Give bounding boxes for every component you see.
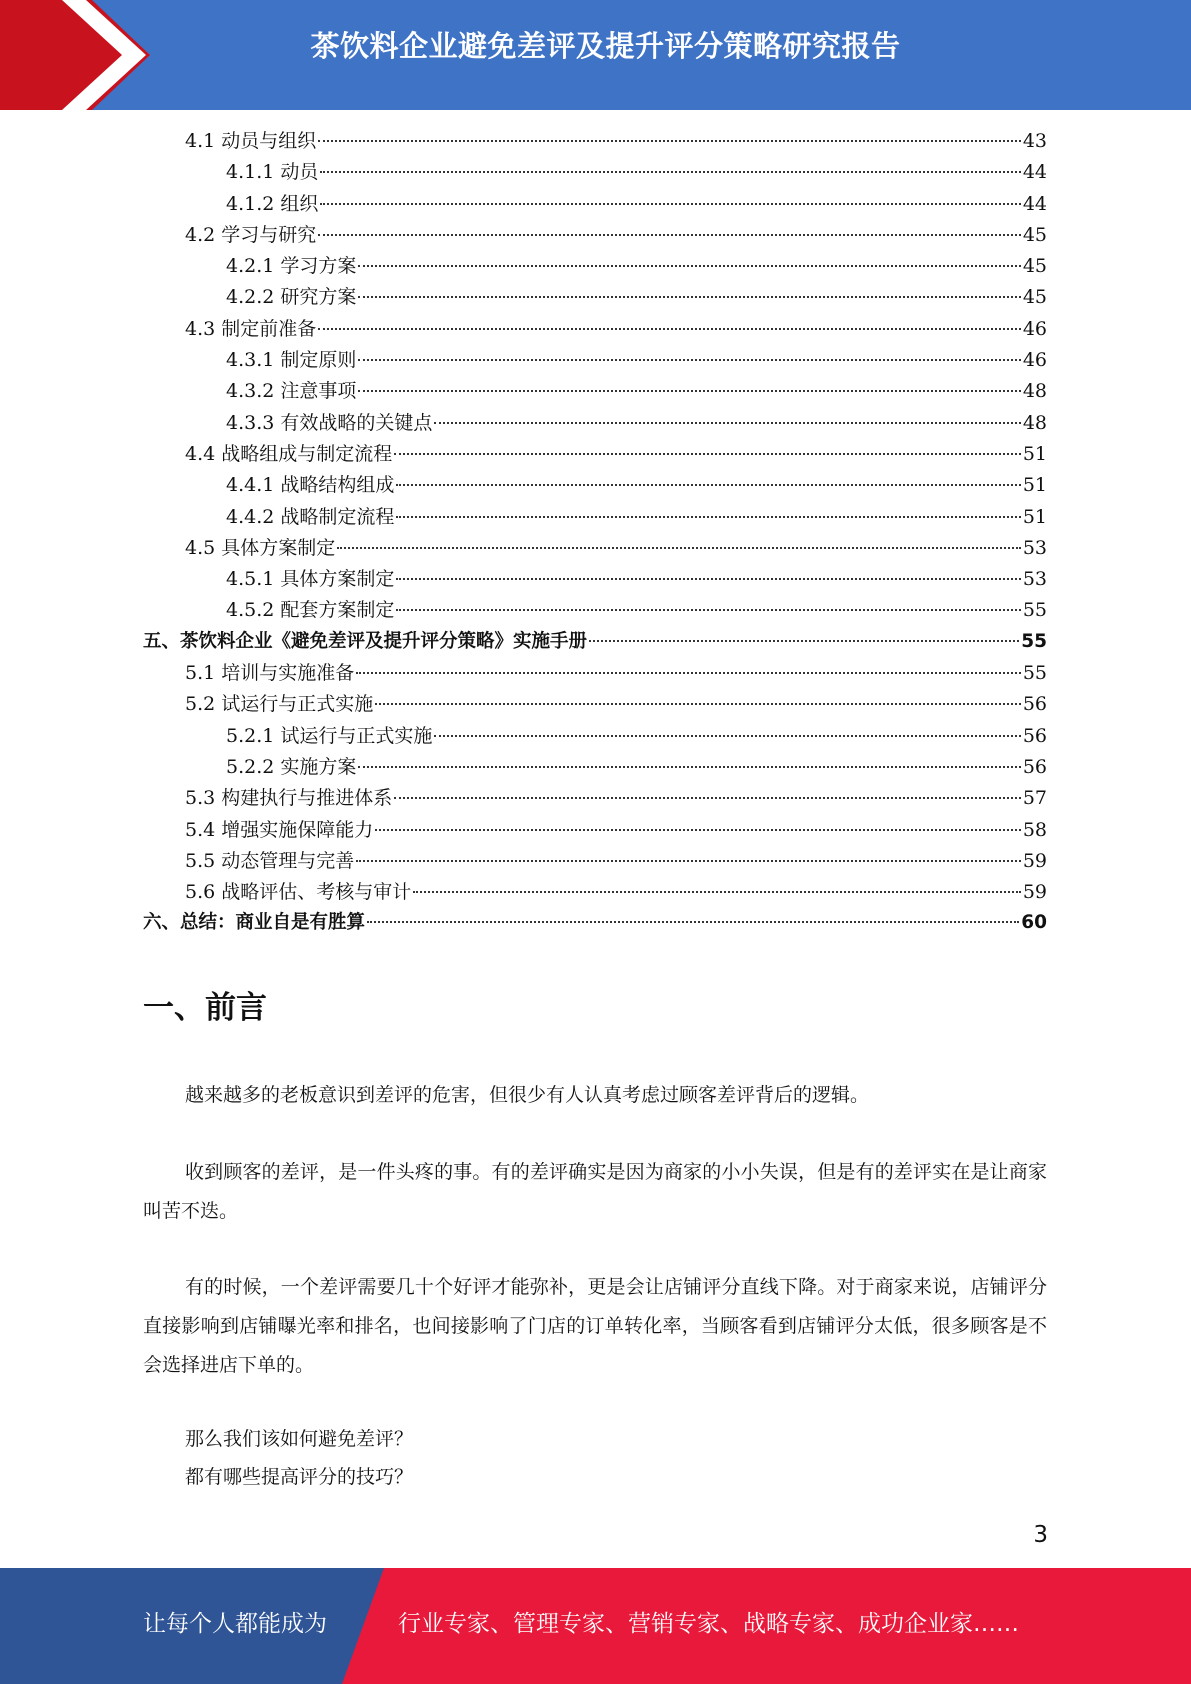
toc-entry-label: 4.3 制定前准备: [185, 317, 317, 340]
toc-entry[interactable]: [143, 564, 1047, 595]
toc-dot-leader: [434, 735, 1020, 737]
toc-entry-label: 4.1 动员与组织: [185, 130, 317, 152]
toc-entry-page-number: 55: [1022, 599, 1047, 622]
toc-entry-label: 4.5 具体方案制定: [185, 536, 336, 559]
paragraph-2: 收到顾客的差评，是一件头疼的事。有的差评确实是因为商家的小小失误，但是有的差评实在是让商家叫苦不迭。: [143, 1161, 1047, 1222]
question-2: 都有哪些提高评分的技巧？: [185, 1466, 414, 1488]
toc-dot-leader: [396, 484, 1020, 486]
toc-entry-label: 4.3.1 制定原则: [226, 349, 357, 372]
toc-entry-label: 4.1.2 组织: [226, 192, 319, 215]
toc-entry[interactable]: [143, 157, 1047, 188]
toc-dot-leader: [318, 140, 1021, 142]
toc-dot-leader: [434, 422, 1020, 424]
toc-entry-page-number: 45: [1022, 286, 1047, 309]
toc-entry[interactable]: [143, 251, 1047, 282]
toc-entry-page-number: 55: [1022, 662, 1047, 685]
toc-entry[interactable]: [143, 721, 1047, 752]
toc-dot-leader: [394, 797, 1021, 799]
toc-entry-label: 4.5.2 配套方案制定: [226, 599, 395, 622]
toc-entry[interactable]: [143, 752, 1047, 783]
toc-entry-page-number: 51: [1022, 442, 1047, 465]
toc-entry[interactable]: [143, 126, 1047, 157]
toc-entry-label: 4.4 战略组成与制定流程: [185, 442, 393, 465]
toc-dot-leader: [318, 328, 1021, 330]
toc-entry-page-number: 56: [1022, 724, 1047, 747]
toc-entry[interactable]: [143, 408, 1047, 439]
page-footer: [0, 1568, 1191, 1684]
page-number: 3: [1033, 1522, 1048, 1548]
toc-dot-leader: [358, 390, 1020, 392]
toc-dot-leader: [318, 234, 1021, 236]
toc-entry-label: 4.3.2 注意事项: [226, 380, 357, 403]
toc-entry-label: 5.1 培训与实施准备: [185, 662, 355, 685]
page-header: [0, 0, 1191, 110]
toc-entry-label: 4.4.2 战略制定流程: [226, 505, 395, 528]
toc-dot-leader: [358, 359, 1020, 361]
toc-entry-page-number: 45: [1022, 223, 1047, 246]
toc-dot-leader: [356, 860, 1021, 862]
toc-entry-page-number: 45: [1022, 255, 1047, 278]
toc-dot-leader: [375, 703, 1021, 705]
toc-entry[interactable]: [143, 189, 1047, 220]
toc-entry-label: 5.2.2 实施方案: [226, 755, 357, 778]
toc-entry[interactable]: [143, 908, 1047, 939]
toc-entry[interactable]: [143, 846, 1047, 877]
toc-entry-page-number: 46: [1022, 317, 1047, 340]
toc-dot-leader: [358, 265, 1020, 267]
toc-entry-page-number: 43: [1022, 130, 1047, 152]
toc-entry[interactable]: [143, 439, 1047, 470]
toc-dot-leader: [396, 516, 1020, 518]
toc-dot-leader: [375, 829, 1021, 831]
toc-entry[interactable]: [143, 345, 1047, 376]
toc-dot-leader: [320, 203, 1020, 205]
toc-dot-leader: [356, 672, 1021, 674]
toc-entry-page-number: 44: [1022, 192, 1047, 215]
toc-entry-label: 4.2 学习与研究: [185, 223, 317, 246]
toc-entry-label: 4.4.1 战略结构组成: [226, 474, 395, 497]
toc-entry-page-number: 48: [1022, 411, 1047, 434]
toc-dot-leader: [413, 891, 1021, 893]
toc-entry-label: 4.2.1 学习方案: [226, 255, 357, 278]
footer-slogan-right: 行业专家、管理专家、营销专家、战略专家、成功企业家……: [398, 1611, 1019, 1637]
toc-entry-label: 5.5 动态管理与完善: [185, 849, 355, 872]
toc-entry-label: 五、茶饮料企业《避免差评及提升评分策略》实施手册: [143, 630, 588, 652]
toc-dot-leader: [396, 578, 1020, 580]
toc-entry[interactable]: [143, 533, 1047, 564]
toc-entry[interactable]: [143, 502, 1047, 533]
toc-entry[interactable]: [143, 282, 1047, 313]
toc-entry-label: 5.6 战略评估、考核与审计: [185, 881, 412, 904]
toc-entry-page-number: 48: [1022, 380, 1047, 403]
toc-entry-label: 5.2 试运行与正式实施: [185, 693, 374, 716]
toc-entry[interactable]: [143, 783, 1047, 814]
section-heading: 一、前言: [143, 990, 267, 1026]
toc-dot-leader: [394, 453, 1021, 455]
toc-entry-page-number: 55: [1021, 630, 1047, 652]
toc-entry[interactable]: [143, 658, 1047, 689]
toc-entry[interactable]: [143, 815, 1047, 846]
footer-slogan-left: 让每个人都能成为: [143, 1611, 327, 1637]
toc-entry-page-number: 56: [1022, 755, 1047, 778]
toc-entry-page-number: 53: [1022, 568, 1047, 591]
toc-dot-leader: [589, 640, 1019, 642]
paragraph-3: 有的时候，一个差评需要几十个好评才能弥补，更是会让店铺评分直线下降。对于商家来说，店铺评分直接影响到店铺曝光率和排名，也间接影响了门店的订单转化率，当顾客看到店铺评分太低，很多顾客是不会选择进店下单的。: [143, 1276, 1047, 1376]
toc-dot-leader: [396, 609, 1020, 611]
toc-entry-label: 5.3 构建执行与推进体系: [185, 787, 393, 810]
toc-entry[interactable]: [143, 314, 1047, 345]
toc-entry[interactable]: [143, 627, 1047, 658]
toc-entry-label: 5.4 增强实施保障能力: [185, 818, 374, 841]
question-1: 那么我们该如何避免差评？: [185, 1428, 414, 1450]
toc-entry-page-number: 53: [1022, 536, 1047, 559]
toc-entry-label: 4.1.1 动员: [226, 161, 319, 184]
toc-dot-leader: [320, 171, 1020, 173]
toc-entry[interactable]: [143, 470, 1047, 501]
toc-entry[interactable]: [143, 689, 1047, 720]
toc-entry-page-number: 46: [1022, 349, 1047, 372]
toc-entry-page-number: 59: [1022, 881, 1047, 904]
toc-entry-label: 5.2.1 试运行与正式实施: [226, 724, 433, 747]
toc-dot-leader: [367, 921, 1019, 923]
toc-entry-page-number: 51: [1022, 474, 1047, 497]
toc-entry[interactable]: [143, 376, 1047, 407]
toc-entry[interactable]: [143, 877, 1047, 908]
toc-entry-page-number: 59: [1022, 849, 1047, 872]
toc-entry[interactable]: [143, 595, 1047, 626]
toc-entry-page-number: 51: [1022, 505, 1047, 528]
toc-entry-page-number: 58: [1022, 818, 1047, 841]
paragraph-1: 越来越多的老板意识到差评的危害，但很少有人认真考虑过顾客差评背后的逻辑。: [185, 1084, 870, 1106]
toc-entry-page-number: 44: [1022, 161, 1047, 184]
report-title: 茶饮料企业避免差评及提升评分策略研究报告: [310, 29, 901, 63]
toc-entry-page-number: 56: [1022, 693, 1047, 716]
toc-dot-leader: [337, 547, 1021, 549]
toc-entry-label: 4.3.3 有效战略的关键点: [226, 411, 433, 434]
toc-entry-page-number: 60: [1021, 912, 1047, 934]
toc-entry-page-number: 57: [1022, 787, 1047, 810]
toc-dot-leader: [358, 296, 1020, 298]
table-of-contents: [143, 126, 1047, 940]
toc-dot-leader: [358, 766, 1020, 768]
toc-entry-label: 4.2.2 研究方案: [226, 286, 357, 309]
toc-entry[interactable]: [143, 220, 1047, 251]
toc-entry-label: 4.5.1 具体方案制定: [226, 568, 395, 591]
toc-entry-label: 六、总结：商业自是有胜算: [143, 912, 366, 934]
